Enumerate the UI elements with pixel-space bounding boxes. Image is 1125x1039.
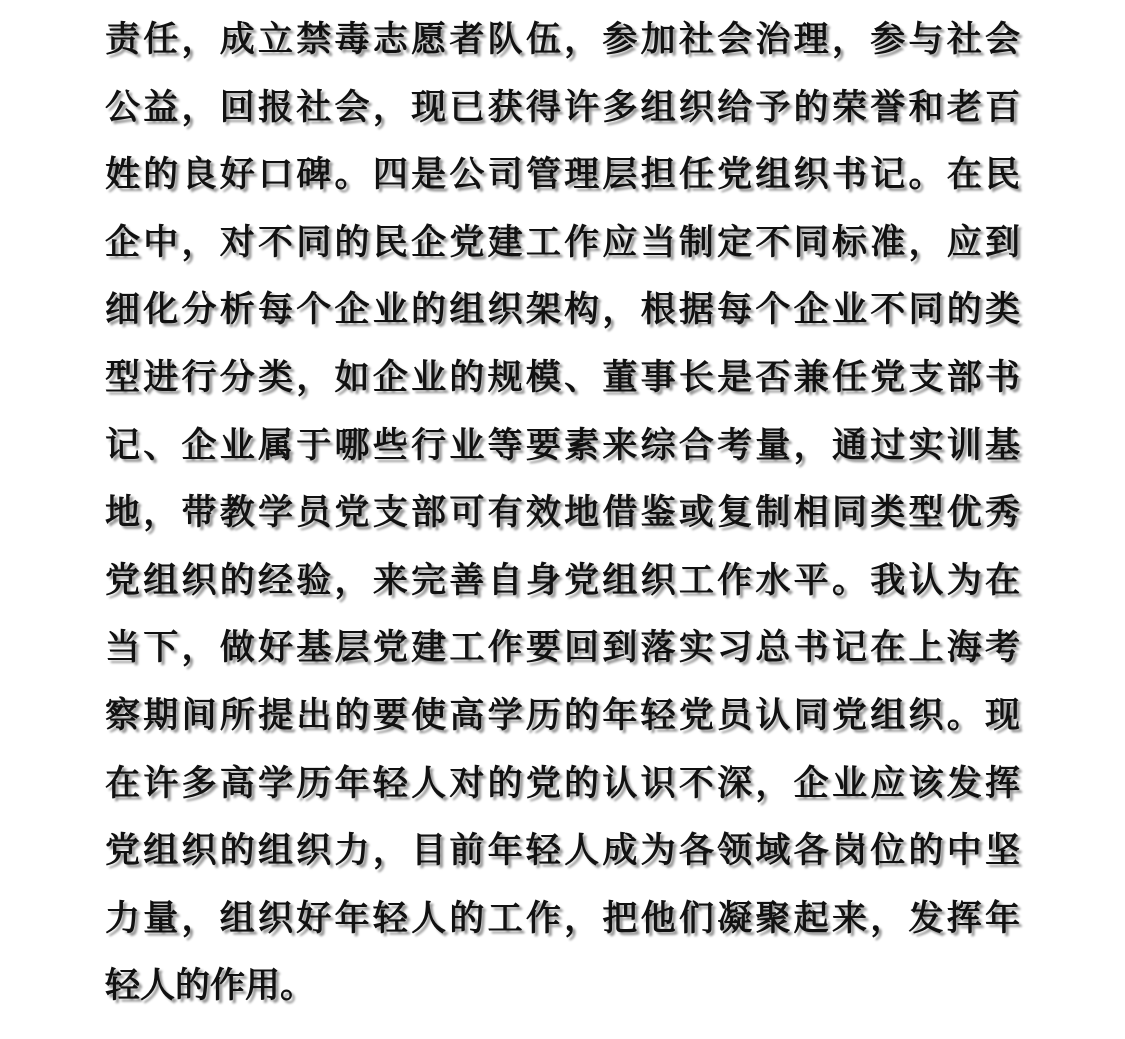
text-line: 责任，成立禁毒志愿者队伍，参加社会治理，参与社会 [105,20,1020,60]
text-line: 姓的良好口碑。四是公司管理层担任党组织书记。在民 [105,155,1020,196]
text-line: 当下，做好基层党建工作要回到落实习总书记在上海考 [105,628,1020,669]
text-line: 公益，回报社会，现已获得许多组织给予的荣誉和老百 [105,87,1020,128]
text-line: 力量，组织好年轻人的工作，把他们凝聚起来，发挥年 [105,898,1020,939]
text-line: 型进行分类，如企业的规模、董事长是否兼任党支部书 [105,357,1020,398]
text-line: 地，带教学员党支部可有效地借鉴或复制相同类型优秀 [105,493,1020,534]
text-line: 察期间所提出的要使高学历的年轻党员认同党组织。现 [105,695,1020,736]
text-line: 企中，对不同的民企党建工作应当制定不同标准，应到 [105,222,1020,263]
document-paragraph [105,14,1020,1028]
text-line-last: 轻人的作用。 [105,966,316,1007]
text-line: 党组织的经验，来完善自身党组织工作水平。我认为在 [105,560,1020,601]
text-line: 在许多高学历年轻人对的党的认识不深，企业应该发挥 [105,763,1020,804]
text-line: 记、企业属于哪些行业等要素来综合考量，通过实训基 [105,425,1020,466]
text-line: 党组织的组织力，目前年轻人成为各领域各岗位的中坚 [105,831,1020,872]
text-line: 细化分析每个企业的组织架构，根据每个企业不同的类 [105,290,1020,331]
